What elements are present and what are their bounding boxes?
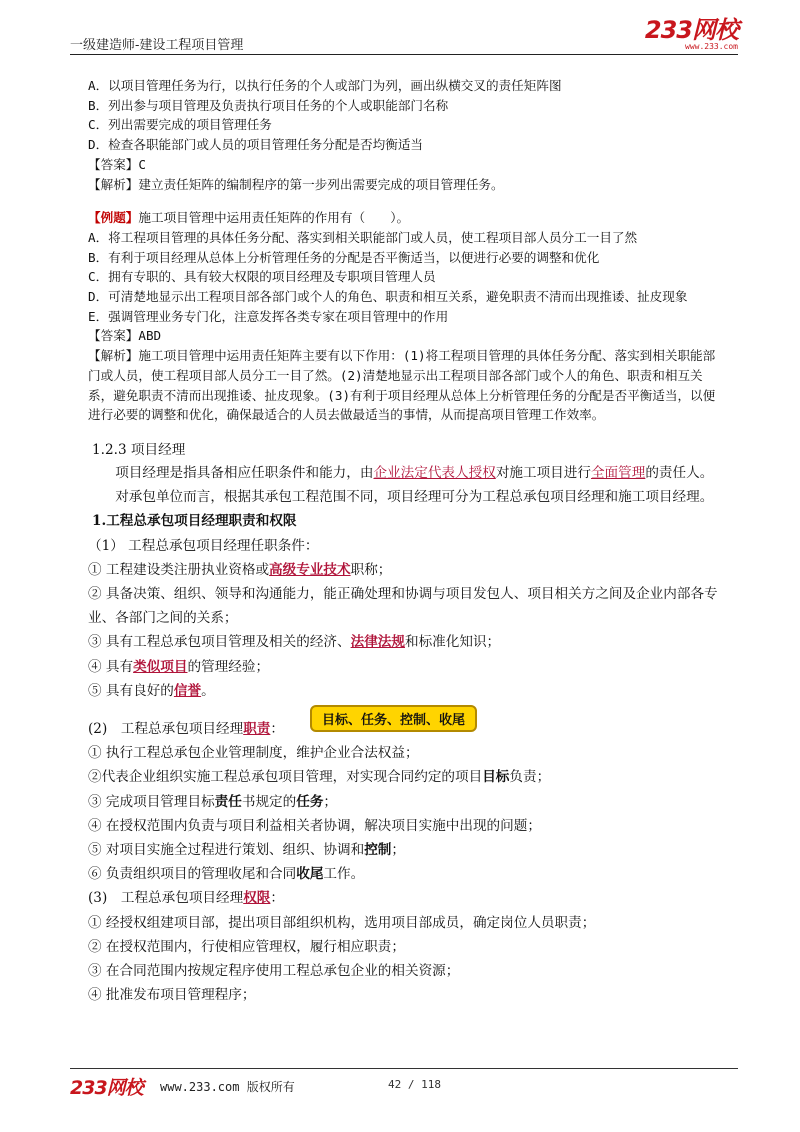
duty-item (88, 765, 718, 789)
authority (88, 886, 718, 1007)
d-bold: 目标 (482, 769, 510, 786)
duty-item: ④ 在授权范围内负责与项目利益相关者协调，解决项目实施中出现的问题； (88, 817, 541, 834)
q2-stem-line (88, 208, 718, 228)
authority-title (88, 886, 718, 910)
q1-analysis: 【解析】建立责任矩阵的编制程序的第一步列出需要完成的项目管理任务。 (88, 176, 504, 192)
header-title: 一级建造师-建设工程项目管理 (70, 38, 244, 53)
header-divider (70, 54, 738, 55)
qualification-item (88, 679, 718, 703)
duties-title-row (88, 712, 718, 741)
q-text: 的管理经验； (187, 658, 270, 675)
highlight-authority: 权限 (243, 890, 271, 907)
example-tag: 【例题】 (88, 210, 139, 226)
qualification-item: ② 具备决策、组织、领导和沟通能力，能正确处理和协调与项目发包人、项目相关方之间及企业内部各专业、各部门之间的关系； (88, 585, 718, 627)
qualifications-title: （1） 工程总承包项目经理任职条件： (88, 537, 319, 554)
q1-option-d: D．检查各职能部门或人员的项目管理任务分配是否均衡适当 (88, 137, 424, 153)
highlight-senior-title: 高级专业技术 (269, 561, 351, 578)
q2-option-d: D．可清楚地显示出工程项目部各部门或个人的角色、职责和相互关系，避免职责不清而出现推诿、扯皮现象 (88, 289, 688, 305)
footer-logo[interactable]: 233网校 (70, 1077, 143, 1099)
d-text: 负责； (509, 769, 551, 786)
subsection-heading (88, 509, 718, 533)
q-text: ③ 具有工程总承包项目管理及相关的经济、 (88, 634, 351, 651)
q1-option-a: A．以项目管理任务为行，以执行任务的个人或部门为列，画出纵横交叉的责任矩阵图 (88, 78, 562, 93)
footer-divider (70, 1068, 738, 1069)
qualification-item (88, 558, 718, 582)
d-text: 书规定的 (241, 793, 297, 810)
duty-item (88, 790, 718, 814)
q2-option-e: E．强调管理业务专门化，注意发挥各类专家在项目管理中的作用 (88, 308, 449, 324)
page-content (88, 76, 718, 1007)
page-footer (70, 1073, 738, 1099)
question-2 (88, 208, 718, 425)
q2-analysis: 【解析】施工项目管理中运用责任矩阵主要有以下作用：(1)将工程项目管理的具体任务分配、落实到相关职能部门或人员，使工程项目部人员分工一目了然。(2)清楚地显示出工程项目部各部门或个人的角色、职责和相互关系，避免职责不清而出现推诿、扯皮现象。(3)有利于项目经理从总体上分析管理任务的分配是否平衡适当，以便进行必要的调整和优化，确保最适合的人员去做最适当的事情，从而提高项目管理工作效率。 (88, 348, 716, 423)
brand-logo[interactable] (645, 18, 738, 51)
d-bold: 任务 (296, 793, 324, 810)
authority-title-colon: ： (270, 890, 284, 907)
duties-title-colon: ： (270, 720, 284, 737)
q1-answer: 【答案】C (88, 156, 146, 172)
q2-answer: 【答案】ABD (88, 328, 162, 344)
keywords-callout: 目标、任务、控制、收尾 (310, 705, 477, 732)
q2-option-b: B．有利于项目经理从总体上分析管理任务的分配是否平衡适当，以便进行必要的调整和优化 (88, 249, 600, 265)
authority-title-text: (3) 工程总承包项目经理 (88, 890, 244, 907)
pm-classification: 对承包单位而言，根据其承包工程范围不同，项目经理可分为工程总承包项目经理和施工项目经理。 (115, 489, 714, 506)
q-text: 。 (201, 682, 215, 699)
duty-item (88, 838, 718, 862)
def-text-3: 的责任人。 (645, 464, 714, 481)
d-text: ⑤ 对项目实施全过程进行策划、组织、协调和 (88, 842, 365, 858)
project-manager-definition (88, 461, 718, 485)
authority-item: ④ 批准发布项目管理程序； (88, 987, 256, 1004)
d-bold: 收尾 (296, 866, 324, 883)
section-heading: 1.2.3 项目经理 (92, 441, 186, 458)
highlight-authorized: 企业法定代表人授权 (373, 464, 496, 481)
page-header (70, 16, 738, 56)
d-text: ； (323, 793, 338, 810)
duty-item (88, 862, 718, 886)
q2-stem: 施工项目管理中运用责任矩阵的作用有（ ）。 (138, 210, 410, 226)
d-text: 工作。 (323, 866, 365, 883)
highlight-full-management: 全面管理 (590, 464, 646, 481)
highlight-laws: 法律法规 (350, 634, 405, 651)
duty-item: ① 执行工程总承包企业管理制度，维护企业合法权益； (88, 745, 419, 762)
page-number: 42 / 118 (388, 1078, 441, 1091)
q-text: ④ 具有 (88, 658, 134, 675)
d-text: ； (391, 842, 405, 858)
subsection-title-b: 职责和权限 (228, 513, 297, 530)
def-text-2: 对施工项目进行 (495, 464, 591, 481)
q2-option-c: C．拥有专职的、具有较大权限的项目经理及专职项目管理人员 (88, 269, 436, 285)
q-text: 职称； (350, 561, 392, 578)
q1-option-b: B．列出参与项目管理及负责执行项目任务的个人或职能部门名称 (88, 97, 449, 113)
question-1 (88, 76, 718, 194)
duties (88, 712, 718, 886)
authority-item: ① 经授权组建项目部，提出项目部组织机构，选用项目部成员，确定岗位人员职责； (88, 914, 596, 931)
d-text: ⑥ 负责组织项目的管理收尾和合同 (88, 866, 297, 883)
authority-item: ② 在授权范围内，行使相应管理权，履行相应职责； (88, 938, 405, 955)
highlight-duties: 职责 (243, 720, 271, 737)
d-text: ②代表企业组织实施工程总承包项目管理，对实现合同约定的项目 (88, 769, 483, 786)
d-text: ③ 完成项目管理目标 (88, 793, 215, 810)
footer-copyright[interactable]: www.233.com 版权所有 (160, 1080, 295, 1094)
q2-option-a: A．将工程项目管理的具体任务分配、落实到相关职能部门或人员，使工程项目部人员分工一目了然 (88, 229, 638, 245)
highlight-reputation: 信誉 (173, 682, 202, 699)
duties-title-text: (2) 工程总承包项目经理 (88, 720, 244, 737)
def-text-1: 项目经理是指具备相应任职条件和能力，由 (115, 464, 374, 481)
subsection-title-a: 1.工程总承包项目经理 (92, 513, 229, 530)
q-text: 和标准化知识； (404, 634, 501, 651)
q-text: ① 工程建设类注册执业资格或 (88, 561, 270, 578)
q-text: ⑤ 具有良好的 (88, 682, 174, 699)
authority-item: ③ 在合同范围内按规定程序使用工程总承包企业的相关资源； (88, 963, 460, 980)
logo-text: 233网校 (644, 16, 738, 44)
qualification-item (88, 630, 718, 654)
d-bold: 控制 (364, 842, 392, 858)
logo-url: www.233.com (685, 42, 738, 51)
q1-option-c: C．列出需要完成的项目管理任务 (88, 117, 272, 133)
qualifications (88, 534, 718, 703)
highlight-similar-projects: 类似项目 (133, 658, 188, 675)
d-bold: 责任 (214, 793, 242, 810)
qualification-item (88, 655, 718, 679)
